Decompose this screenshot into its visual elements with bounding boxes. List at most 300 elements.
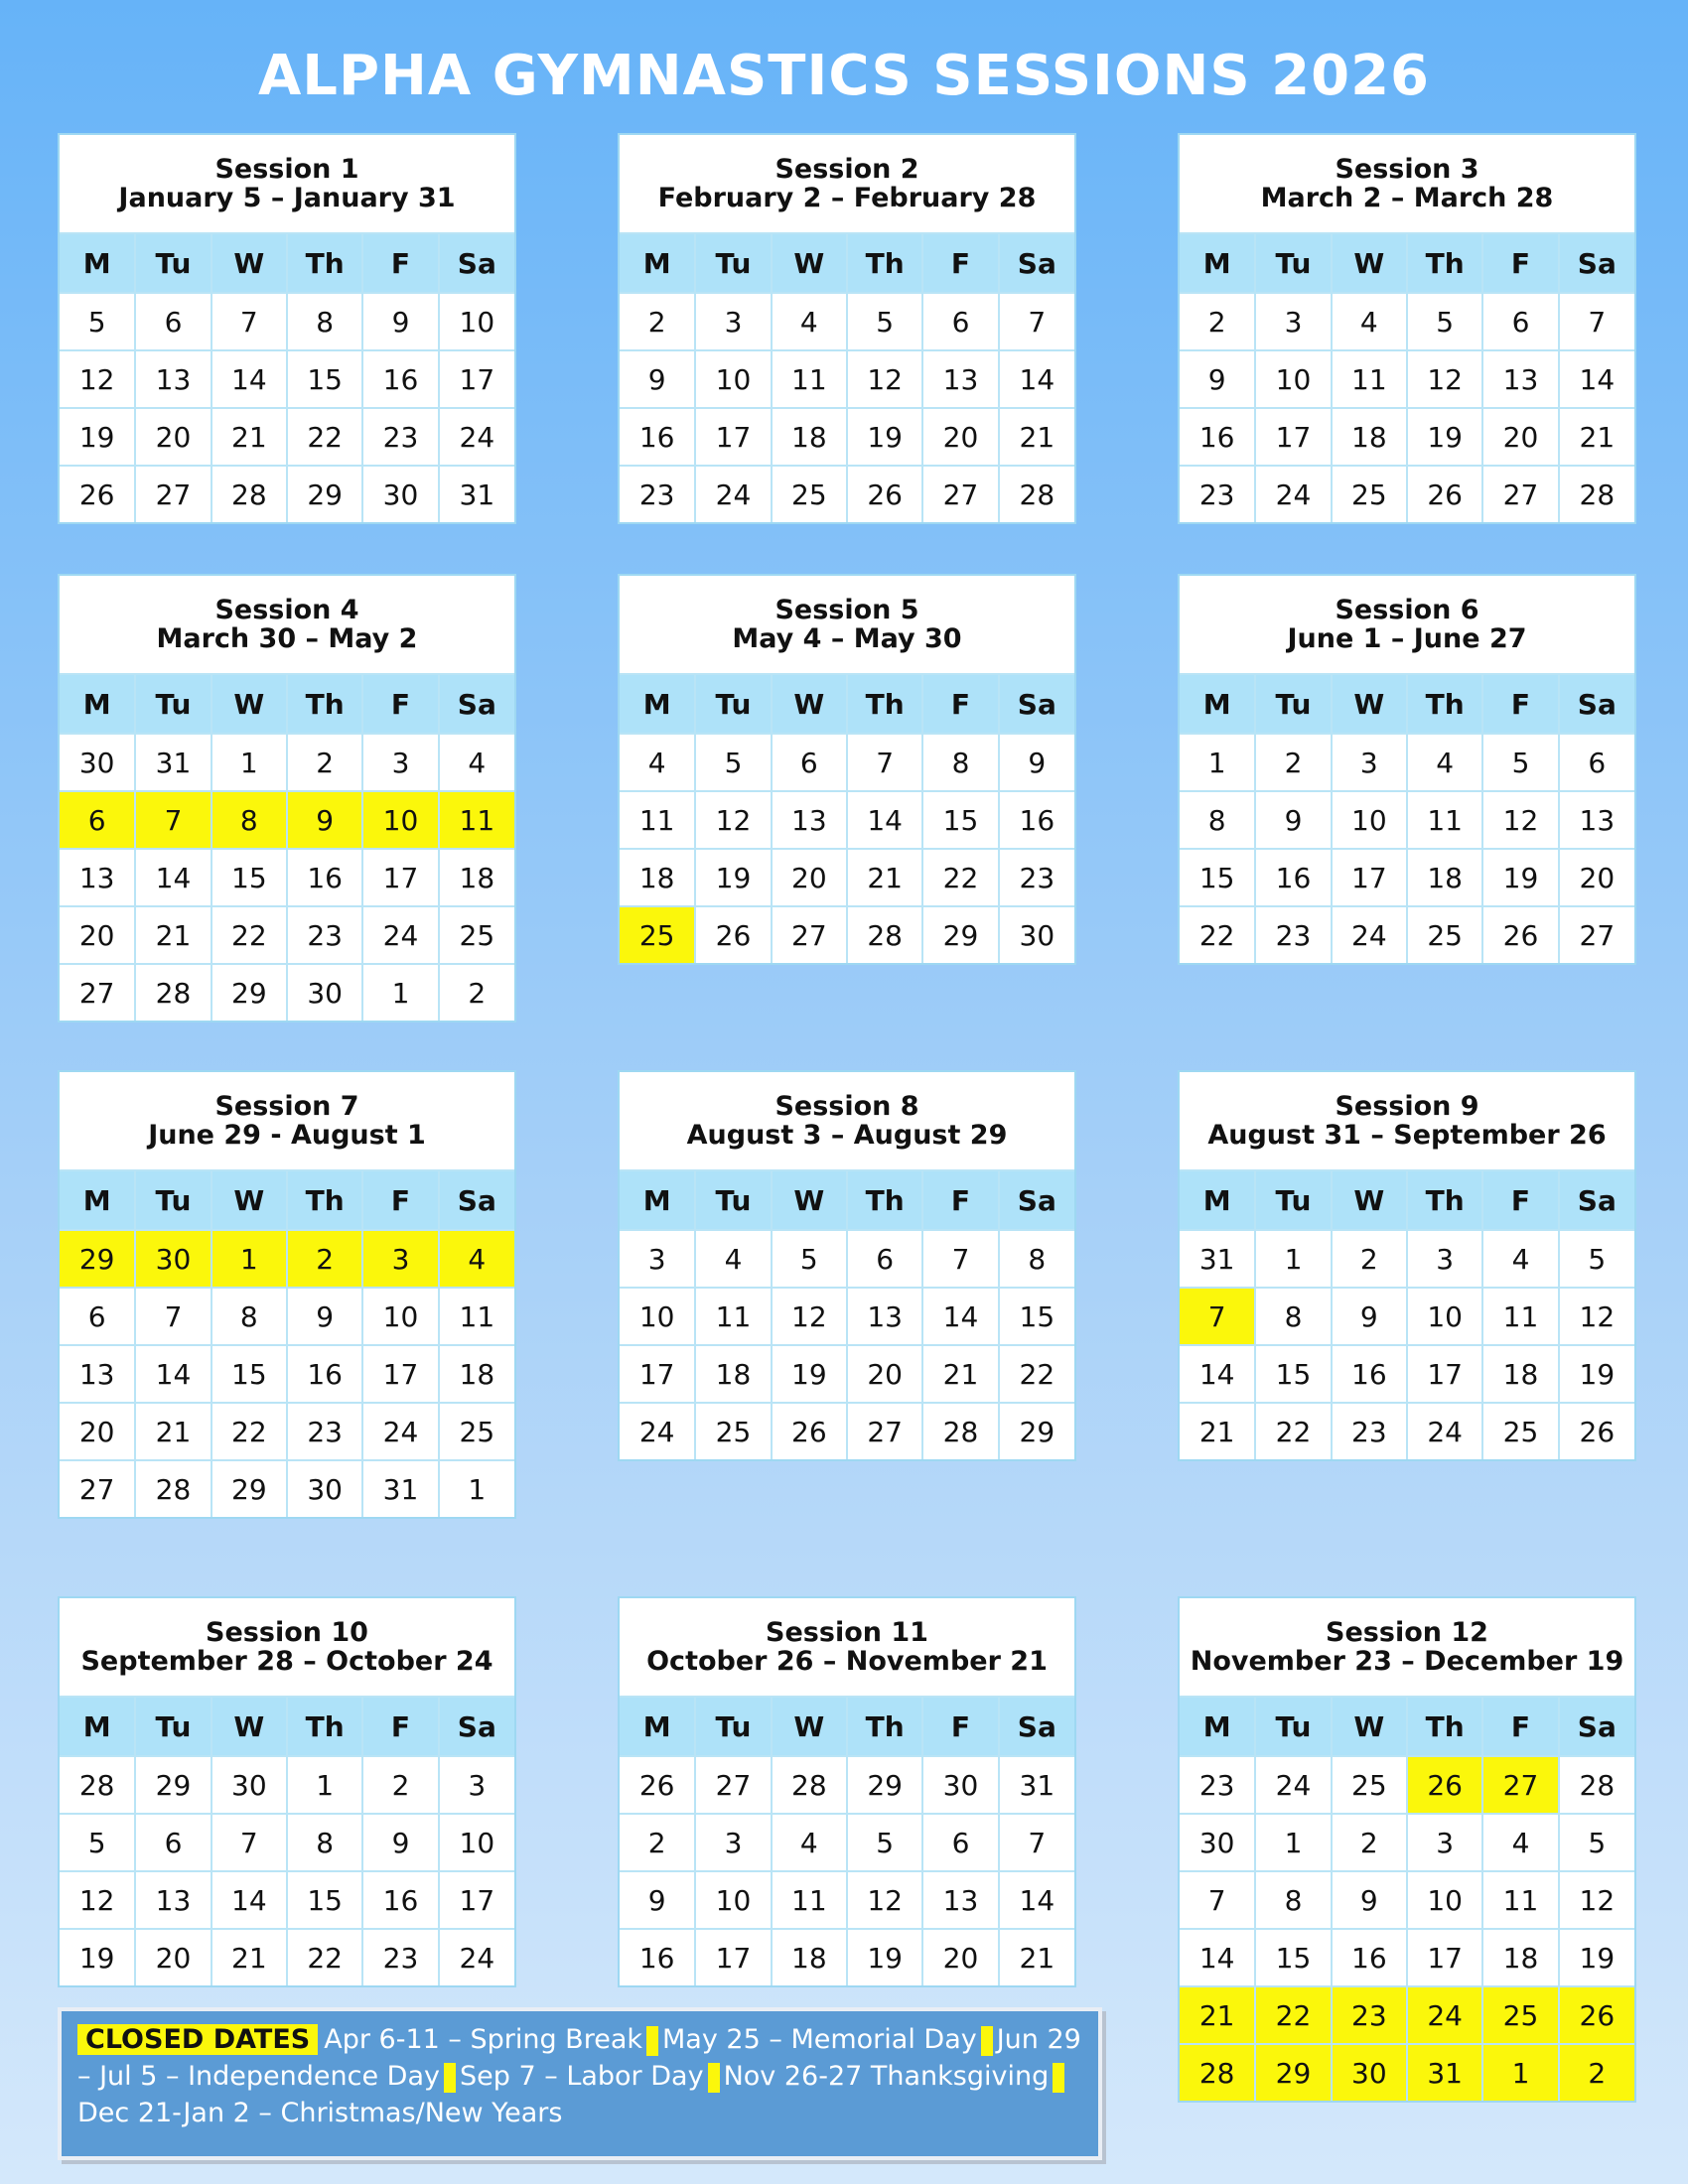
weekday-header: M <box>60 233 135 293</box>
day-cell: 30 <box>362 466 438 522</box>
day-cell: 8 <box>211 1288 287 1345</box>
day-cell: 29 <box>287 466 362 522</box>
day-cell: 10 <box>1407 1871 1482 1929</box>
day-cell: 14 <box>1180 1345 1255 1403</box>
day-cell: 4 <box>1482 1814 1558 1871</box>
weekday-header: Th <box>847 674 922 734</box>
weekday-header: W <box>772 1170 847 1230</box>
day-cell: 10 <box>362 1288 438 1345</box>
day-cell: 1 <box>1255 1814 1331 1871</box>
day-cell: 28 <box>135 964 211 1021</box>
day-cell: 13 <box>772 791 847 849</box>
day-cell: 25 <box>1332 1756 1407 1814</box>
day-cell: 30 <box>922 1756 998 1814</box>
week-row <box>1180 1756 1634 1814</box>
closed-date-item: Apr 6-11 – Spring Break <box>324 2024 643 2055</box>
day-cell: 27 <box>695 1756 771 1814</box>
day-cell: 14 <box>1180 1929 1255 1986</box>
day-cell: 26 <box>1407 1756 1482 1814</box>
weekday-header: Sa <box>1559 233 1634 293</box>
weekday-header: F <box>1482 674 1558 734</box>
weekday-header-row <box>60 1697 514 1756</box>
weekday-header: W <box>211 1697 287 1756</box>
day-cell: 16 <box>1332 1929 1407 1986</box>
closed-date-separator <box>646 2026 658 2056</box>
session-grid <box>1180 232 1634 522</box>
day-cell: 15 <box>1180 849 1255 906</box>
week-row <box>1180 466 1634 522</box>
day-cell: 17 <box>695 1929 771 1985</box>
day-cell: 7 <box>999 1814 1074 1871</box>
day-cell: 1 <box>362 964 438 1021</box>
session-grid <box>60 1696 514 1985</box>
session-name: Session 4 <box>214 595 359 625</box>
weekday-header: F <box>362 1170 438 1230</box>
day-cell: 18 <box>439 849 514 906</box>
day-cell: 17 <box>620 1345 695 1403</box>
day-cell: 30 <box>211 1756 287 1814</box>
day-cell: 14 <box>135 849 211 906</box>
weekday-header: Tu <box>135 233 211 293</box>
day-cell: 25 <box>439 906 514 964</box>
weekday-header: Th <box>1407 1697 1482 1756</box>
day-cell: 3 <box>1407 1230 1482 1288</box>
weekday-header: Th <box>287 674 362 734</box>
week-row <box>620 1756 1074 1814</box>
day-cell: 7 <box>211 293 287 350</box>
closed-dates-label: CLOSED DATES <box>77 2024 318 2055</box>
week-row <box>60 1345 514 1403</box>
day-cell: 31 <box>135 734 211 791</box>
day-cell: 6 <box>922 1814 998 1871</box>
week-row <box>1180 1403 1634 1459</box>
day-cell: 15 <box>1255 1345 1331 1403</box>
day-cell: 16 <box>362 350 438 408</box>
day-cell: 23 <box>1332 1986 1407 2044</box>
day-cell: 28 <box>1559 466 1634 522</box>
day-cell: 19 <box>847 408 922 466</box>
day-cell: 9 <box>1332 1871 1407 1929</box>
weekday-header-row <box>60 674 514 734</box>
day-cell: 2 <box>620 1814 695 1871</box>
day-cell: 30 <box>135 1230 211 1288</box>
day-cell: 22 <box>211 906 287 964</box>
day-cell: 7 <box>847 734 922 791</box>
weekday-header: W <box>1332 1170 1407 1230</box>
session-name: Session 10 <box>206 1617 368 1648</box>
day-cell: 25 <box>1407 906 1482 963</box>
session-calendar <box>618 133 1076 524</box>
session-header <box>620 1598 1074 1696</box>
day-cell: 12 <box>1482 791 1558 849</box>
weekday-header: Sa <box>999 674 1074 734</box>
day-cell: 24 <box>1255 466 1331 522</box>
day-cell: 30 <box>999 906 1074 963</box>
day-cell: 2 <box>620 293 695 350</box>
day-cell: 17 <box>439 1871 514 1929</box>
day-cell: 25 <box>439 1403 514 1460</box>
day-cell: 6 <box>772 734 847 791</box>
session-date-range: March 2 – March 28 <box>1260 183 1554 213</box>
weekday-header: F <box>922 233 998 293</box>
weekday-header: Tu <box>135 1170 211 1230</box>
day-cell: 9 <box>362 1814 438 1871</box>
day-cell: 5 <box>1559 1814 1634 1871</box>
day-cell: 11 <box>1482 1288 1558 1345</box>
day-cell: 18 <box>620 849 695 906</box>
weekday-header: Tu <box>695 1697 771 1756</box>
day-cell: 20 <box>922 408 998 466</box>
weekday-header: Tu <box>1255 1170 1331 1230</box>
week-row <box>60 466 514 522</box>
weekday-header: Sa <box>439 233 514 293</box>
day-cell: 31 <box>362 1460 438 1517</box>
day-cell: 7 <box>1180 1871 1255 1929</box>
week-row <box>1180 791 1634 849</box>
day-cell: 17 <box>362 1345 438 1403</box>
session-grid <box>620 673 1074 963</box>
day-cell: 9 <box>1332 1288 1407 1345</box>
weekday-header: Th <box>1407 674 1482 734</box>
day-cell: 3 <box>695 293 771 350</box>
day-cell: 16 <box>1332 1345 1407 1403</box>
closed-dates-box <box>58 2007 1102 2160</box>
day-cell: 18 <box>1482 1345 1558 1403</box>
day-cell: 26 <box>620 1756 695 1814</box>
day-cell: 12 <box>1559 1288 1634 1345</box>
day-cell: 12 <box>847 350 922 408</box>
session-calendar <box>58 574 516 1023</box>
week-row <box>60 791 514 849</box>
closed-date-separator <box>444 2063 456 2093</box>
week-row <box>620 466 1074 522</box>
day-cell: 31 <box>1407 2044 1482 2101</box>
day-cell: 9 <box>999 734 1074 791</box>
week-row <box>60 849 514 906</box>
day-cell: 2 <box>287 1230 362 1288</box>
day-cell: 28 <box>1180 2044 1255 2101</box>
session-name: Session 3 <box>1335 154 1479 185</box>
day-cell: 7 <box>1180 1288 1255 1345</box>
day-cell: 28 <box>135 1460 211 1517</box>
session-name: Session 5 <box>774 595 919 625</box>
day-cell: 11 <box>772 350 847 408</box>
weekday-header: M <box>60 674 135 734</box>
day-cell: 12 <box>695 791 771 849</box>
session-date-range: May 4 – May 30 <box>732 623 962 654</box>
day-cell: 8 <box>1180 791 1255 849</box>
day-cell: 23 <box>1332 1403 1407 1459</box>
day-cell: 9 <box>620 350 695 408</box>
session-grid <box>620 1169 1074 1459</box>
day-cell: 26 <box>1559 1986 1634 2044</box>
day-cell: 20 <box>135 408 211 466</box>
day-cell: 4 <box>1332 293 1407 350</box>
weekday-header: W <box>211 233 287 293</box>
day-cell: 16 <box>1180 408 1255 466</box>
day-cell: 23 <box>999 849 1074 906</box>
weekday-header: F <box>1482 233 1558 293</box>
weekday-header: Sa <box>999 1170 1074 1230</box>
session-name: Session 9 <box>1335 1091 1479 1122</box>
week-row <box>620 1288 1074 1345</box>
day-cell: 26 <box>772 1403 847 1459</box>
weekday-header: Th <box>287 233 362 293</box>
day-cell: 12 <box>60 350 135 408</box>
weekday-header: F <box>922 1697 998 1756</box>
day-cell: 3 <box>362 734 438 791</box>
weekday-header: W <box>772 233 847 293</box>
session-grid <box>1180 1169 1634 1459</box>
day-cell: 8 <box>922 734 998 791</box>
session-header <box>1180 1072 1634 1169</box>
day-cell: 23 <box>362 1929 438 1985</box>
closed-date-separator <box>1053 2063 1064 2093</box>
week-row <box>1180 734 1634 791</box>
day-cell: 28 <box>211 466 287 522</box>
day-cell: 6 <box>135 1814 211 1871</box>
day-cell: 11 <box>772 1871 847 1929</box>
weekday-header: Sa <box>1559 674 1634 734</box>
session-date-range: February 2 – February 28 <box>657 183 1037 213</box>
day-cell: 26 <box>695 906 771 963</box>
day-cell: 4 <box>439 734 514 791</box>
week-row <box>60 1403 514 1460</box>
day-cell: 9 <box>1255 791 1331 849</box>
weekday-header: F <box>1482 1697 1558 1756</box>
day-cell: 15 <box>211 1345 287 1403</box>
weekday-header: Sa <box>1559 1697 1634 1756</box>
day-cell: 19 <box>1482 849 1558 906</box>
day-cell: 10 <box>620 1288 695 1345</box>
day-cell: 2 <box>287 734 362 791</box>
day-cell: 15 <box>922 791 998 849</box>
day-cell: 29 <box>999 1403 1074 1459</box>
session-name: Session 11 <box>766 1617 928 1648</box>
day-cell: 2 <box>439 964 514 1021</box>
week-row <box>60 1929 514 1985</box>
weekday-header: F <box>362 674 438 734</box>
day-cell: 5 <box>1407 293 1482 350</box>
day-cell: 5 <box>772 1230 847 1288</box>
day-cell: 30 <box>60 734 135 791</box>
session-calendar <box>58 1070 516 1519</box>
day-cell: 9 <box>287 791 362 849</box>
closed-date-item: Nov 26-27 Thanksgiving <box>723 2061 1050 2092</box>
day-cell: 20 <box>1559 849 1634 906</box>
session-name: Session 8 <box>774 1091 919 1122</box>
weekday-header-row <box>60 1170 514 1230</box>
day-cell: 19 <box>772 1345 847 1403</box>
day-cell: 10 <box>1332 791 1407 849</box>
day-cell: 15 <box>211 849 287 906</box>
day-cell: 25 <box>1332 466 1407 522</box>
day-cell: 27 <box>1482 1756 1558 1814</box>
session-date-range: January 5 – January 31 <box>118 183 456 213</box>
day-cell: 24 <box>1407 1986 1482 2044</box>
session-date-range: June 29 - August 1 <box>148 1120 426 1151</box>
day-cell: 19 <box>60 1929 135 1985</box>
weekday-header: Tu <box>1255 1697 1331 1756</box>
day-cell: 17 <box>1407 1345 1482 1403</box>
day-cell: 3 <box>362 1230 438 1288</box>
week-row <box>620 408 1074 466</box>
day-cell: 22 <box>287 1929 362 1985</box>
day-cell: 6 <box>922 293 998 350</box>
closed-date-item: Dec 21-Jan 2 – Christmas/New Years <box>77 2098 563 2128</box>
week-row <box>1180 1288 1634 1345</box>
session-header <box>1180 135 1634 232</box>
day-cell: 16 <box>620 1929 695 1985</box>
session-calendar <box>618 574 1076 965</box>
weekday-header: Th <box>847 1697 922 1756</box>
day-cell: 19 <box>847 1929 922 1985</box>
session-calendar <box>58 1596 516 1987</box>
day-cell: 22 <box>1180 906 1255 963</box>
weekday-header: M <box>60 1697 135 1756</box>
day-cell: 9 <box>362 293 438 350</box>
day-cell: 17 <box>1332 849 1407 906</box>
week-row <box>620 350 1074 408</box>
session-date-range: September 28 – October 24 <box>80 1646 493 1677</box>
weekday-header: Sa <box>999 1697 1074 1756</box>
weekday-header: Tu <box>695 1170 771 1230</box>
session-name: Session 1 <box>214 154 359 185</box>
session-grid <box>60 232 514 522</box>
day-cell: 24 <box>362 1403 438 1460</box>
weekday-header: Sa <box>1559 1170 1634 1230</box>
day-cell: 19 <box>1559 1929 1634 1986</box>
day-cell: 28 <box>60 1756 135 1814</box>
weekday-header: Tu <box>1255 674 1331 734</box>
day-cell: 26 <box>1559 1403 1634 1459</box>
week-row <box>1180 849 1634 906</box>
day-cell: 12 <box>60 1871 135 1929</box>
session-date-range: November 23 – December 19 <box>1190 1646 1624 1677</box>
day-cell: 2 <box>1332 1814 1407 1871</box>
session-date-range: June 1 – June 27 <box>1287 623 1527 654</box>
day-cell: 13 <box>1482 350 1558 408</box>
week-row <box>60 1230 514 1288</box>
week-row <box>60 1871 514 1929</box>
day-cell: 9 <box>287 1288 362 1345</box>
day-cell: 2 <box>1332 1230 1407 1288</box>
day-cell: 16 <box>999 791 1074 849</box>
day-cell: 15 <box>999 1288 1074 1345</box>
session-header <box>620 1072 1074 1169</box>
day-cell: 21 <box>1180 1403 1255 1459</box>
weekday-header: Th <box>287 1170 362 1230</box>
day-cell: 24 <box>1255 1756 1331 1814</box>
day-cell: 21 <box>135 906 211 964</box>
day-cell: 23 <box>1180 1756 1255 1814</box>
weekday-header: F <box>1482 1170 1558 1230</box>
day-cell: 18 <box>1407 849 1482 906</box>
day-cell: 30 <box>287 964 362 1021</box>
day-cell: 12 <box>1407 350 1482 408</box>
day-cell: 23 <box>1255 906 1331 963</box>
day-cell: 10 <box>695 350 771 408</box>
day-cell: 21 <box>211 408 287 466</box>
day-cell: 6 <box>1559 734 1634 791</box>
day-cell: 19 <box>695 849 771 906</box>
weekday-header: Th <box>1407 1170 1482 1230</box>
day-cell: 20 <box>60 906 135 964</box>
week-row <box>60 408 514 466</box>
day-cell: 24 <box>1332 906 1407 963</box>
weekday-header-row <box>1180 1697 1634 1756</box>
weekday-header-row <box>620 233 1074 293</box>
day-cell: 21 <box>211 1929 287 1985</box>
weekday-header: Sa <box>439 1697 514 1756</box>
day-cell: 23 <box>362 408 438 466</box>
day-cell: 22 <box>999 1345 1074 1403</box>
day-cell: 7 <box>1559 293 1634 350</box>
day-cell: 14 <box>211 350 287 408</box>
weekday-header: M <box>60 1170 135 1230</box>
week-row <box>60 1288 514 1345</box>
week-row <box>1180 906 1634 963</box>
closed-date-item: May 25 – Memorial Day <box>662 2024 977 2055</box>
day-cell: 22 <box>1255 1986 1331 2044</box>
weekday-header: W <box>1332 1697 1407 1756</box>
session-calendar <box>58 133 516 524</box>
day-cell: 25 <box>1482 1403 1558 1459</box>
day-cell: 14 <box>999 350 1074 408</box>
session-header <box>620 135 1074 232</box>
day-cell: 15 <box>1255 1929 1331 1986</box>
weekday-header-row <box>1180 233 1634 293</box>
day-cell: 21 <box>999 1929 1074 1985</box>
day-cell: 19 <box>60 408 135 466</box>
weekday-header: W <box>772 674 847 734</box>
weekday-header: Sa <box>999 233 1074 293</box>
day-cell: 4 <box>772 1814 847 1871</box>
weekday-header: W <box>1332 233 1407 293</box>
day-cell: 2 <box>1559 2044 1634 2101</box>
weekday-header: F <box>362 1697 438 1756</box>
session-name: Session 7 <box>214 1091 359 1122</box>
session-name: Session 2 <box>774 154 919 185</box>
day-cell: 4 <box>772 293 847 350</box>
weekday-header: Th <box>847 1170 922 1230</box>
day-cell: 4 <box>620 734 695 791</box>
day-cell: 14 <box>1559 350 1634 408</box>
weekday-header: Sa <box>439 674 514 734</box>
day-cell: 27 <box>772 906 847 963</box>
day-cell: 24 <box>1407 1403 1482 1459</box>
day-cell: 8 <box>287 1814 362 1871</box>
page-title: ALPHA GYMNASTICS SESSIONS 2026 <box>257 44 1431 108</box>
day-cell: 2 <box>362 1756 438 1814</box>
day-cell: 16 <box>287 1345 362 1403</box>
day-cell: 14 <box>999 1871 1074 1929</box>
day-cell: 13 <box>60 849 135 906</box>
weekday-header: M <box>620 1170 695 1230</box>
day-cell: 1 <box>1482 2044 1558 2101</box>
day-cell: 10 <box>695 1871 771 1929</box>
day-cell: 19 <box>1559 1345 1634 1403</box>
day-cell: 27 <box>60 1460 135 1517</box>
day-cell: 1 <box>211 734 287 791</box>
session-header <box>1180 576 1634 673</box>
day-cell: 11 <box>439 1288 514 1345</box>
day-cell: 10 <box>1255 350 1331 408</box>
week-row <box>620 849 1074 906</box>
day-cell: 19 <box>1407 408 1482 466</box>
day-cell: 16 <box>287 849 362 906</box>
day-cell: 26 <box>847 466 922 522</box>
